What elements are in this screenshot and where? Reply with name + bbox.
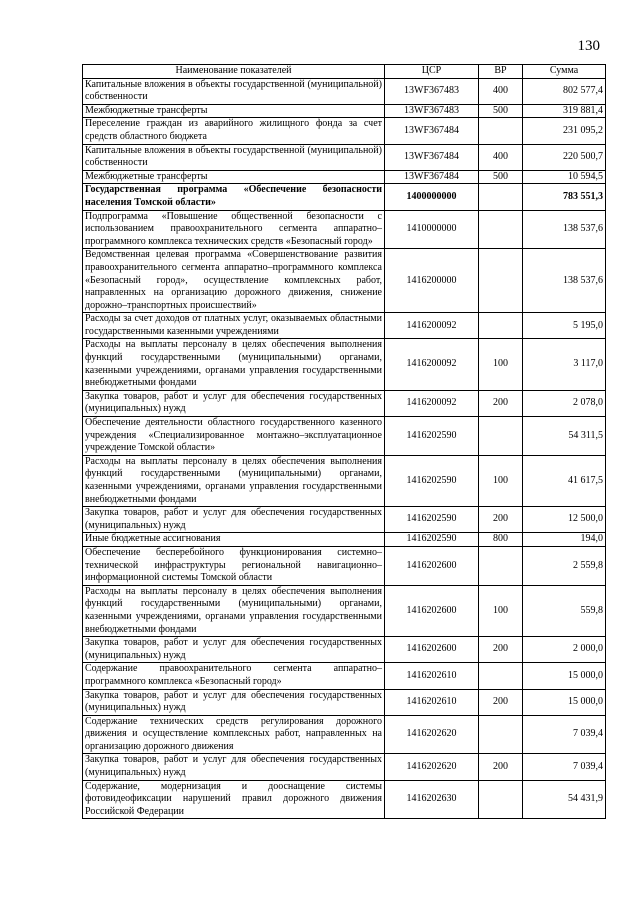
table-row — [83, 210, 606, 249]
row-vr — [479, 184, 523, 210]
table-row — [83, 390, 606, 416]
budget-table — [82, 64, 606, 819]
row-csr: 1416202620 — [385, 715, 479, 754]
row-name: Закупка товаров, работ и услуг для обеспечения государственных (муниципальных) нужд — [83, 689, 385, 715]
row-sum: 319 881,4 — [523, 104, 606, 118]
row-vr: 100 — [479, 339, 523, 390]
row-sum: 138 537,6 — [523, 210, 606, 249]
row-sum: 41 617,5 — [523, 455, 606, 506]
row-name: Закупка товаров, работ и услуг для обеспечения государственных (муниципальных) нужд — [83, 390, 385, 416]
table-row — [83, 184, 606, 210]
row-csr: 13WF367484 — [385, 170, 479, 184]
row-vr: 800 — [479, 533, 523, 547]
row-name: Переселение граждан из аварийного жилищного фонда за счет средств областного бюджета — [83, 118, 385, 144]
row-vr — [479, 313, 523, 339]
row-vr: 200 — [479, 390, 523, 416]
row-sum: 15 000,0 — [523, 689, 606, 715]
row-name: Ведомственная целевая программа «Совершенствование развития правоохранительного сегмента аппаратно–программного комплекса «Безопасный город», осуществление комплексных работ, направленных на организацию дорожного движения, снижение дорожно–транспортных происшествий» — [83, 249, 385, 313]
header-name: Наименование показателей — [83, 65, 385, 79]
row-sum: 2 000,0 — [523, 637, 606, 663]
row-sum: 5 195,0 — [523, 313, 606, 339]
row-csr: 1416202620 — [385, 754, 479, 780]
table-row — [83, 689, 606, 715]
row-name: Обеспечение бесперебойного функционирования системно–технической инфраструктуры региональной навигационно–информационной системы Томской области — [83, 546, 385, 585]
table-row — [83, 533, 606, 547]
table-row — [83, 313, 606, 339]
row-name: Закупка товаров, работ и услуг для обеспечения государственных (муниципальных) нужд — [83, 637, 385, 663]
row-vr — [479, 417, 523, 456]
row-csr: 13WF367483 — [385, 104, 479, 118]
table-row — [83, 507, 606, 533]
row-vr — [479, 546, 523, 585]
row-sum: 7 039,4 — [523, 754, 606, 780]
table-row — [83, 754, 606, 780]
table-body — [83, 78, 606, 819]
row-sum: 231 095,2 — [523, 118, 606, 144]
table-row — [83, 118, 606, 144]
header-vr: ВР — [479, 65, 523, 79]
row-csr: 1410000000 — [385, 210, 479, 249]
row-vr — [479, 663, 523, 689]
row-csr: 13WF367484 — [385, 144, 479, 170]
row-vr — [479, 210, 523, 249]
row-vr: 400 — [479, 78, 523, 104]
row-vr — [479, 780, 523, 819]
row-csr: 1416202610 — [385, 689, 479, 715]
row-name: Расходы на выплаты персоналу в целях обеспечения выполнения функций государственными (муниципальными) органами, казенными учреждениями, органами управления государственными внебюджетными фондами — [83, 339, 385, 390]
page-number: 130 — [577, 38, 600, 54]
row-csr: 13WF367484 — [385, 118, 479, 144]
row-sum: 2 559,8 — [523, 546, 606, 585]
row-vr: 100 — [479, 455, 523, 506]
table-header-row — [83, 65, 606, 79]
row-csr: 1416200092 — [385, 390, 479, 416]
row-name: Государственная программа «Обеспечение безопасности населения Томской области» — [83, 184, 385, 210]
row-vr: 200 — [479, 689, 523, 715]
row-sum: 138 537,6 — [523, 249, 606, 313]
row-name: Содержание, модернизация и дооснащение системы фотовидеофиксации нарушений правил дорожного движения Российской Федерации — [83, 780, 385, 819]
row-name: Капитальные вложения в объекты государственной (муниципальной) собственности — [83, 78, 385, 104]
row-name: Закупка товаров, работ и услуг для обеспечения государственных (муниципальных) нужд — [83, 754, 385, 780]
row-name: Закупка товаров, работ и услуг для обеспечения государственных (муниципальных) нужд — [83, 507, 385, 533]
header-csr: ЦСР — [385, 65, 479, 79]
row-sum: 10 594,5 — [523, 170, 606, 184]
row-csr: 1416202600 — [385, 585, 479, 636]
row-name: Подпрограмма «Повышение общественной безопасности с использованием правоохранительного сегмента аппаратно–программного комплекса технических средств «Безопасный город» — [83, 210, 385, 249]
row-name: Капитальные вложения в объекты государственной (муниципальной) собственности — [83, 144, 385, 170]
row-sum: 15 000,0 — [523, 663, 606, 689]
row-vr: 200 — [479, 637, 523, 663]
table-row — [83, 144, 606, 170]
table-row — [83, 339, 606, 390]
row-name: Содержание правоохранительного сегмента аппаратно–программного комплекса «Безопасный город» — [83, 663, 385, 689]
table-row — [83, 170, 606, 184]
row-sum: 559,8 — [523, 585, 606, 636]
row-vr: 500 — [479, 104, 523, 118]
row-vr: 100 — [479, 585, 523, 636]
row-sum: 220 500,7 — [523, 144, 606, 170]
row-sum: 7 039,4 — [523, 715, 606, 754]
row-vr — [479, 715, 523, 754]
row-name: Расходы на выплаты персоналу в целях обеспечения выполнения функций государственными (муниципальными) органами, казенными учреждениями, органами управления государственными внебюджетными фондами — [83, 585, 385, 636]
row-csr: 1416200092 — [385, 339, 479, 390]
row-csr: 13WF367483 — [385, 78, 479, 104]
row-vr — [479, 249, 523, 313]
row-csr: 1416202590 — [385, 417, 479, 456]
row-vr — [479, 118, 523, 144]
table-row — [83, 637, 606, 663]
table-row — [83, 78, 606, 104]
row-sum: 12 500,0 — [523, 507, 606, 533]
row-name: Межбюджетные трансферты — [83, 104, 385, 118]
table-row — [83, 104, 606, 118]
row-name: Расходы за счет доходов от платных услуг, оказываемых областными государственными казенными учреждениями — [83, 313, 385, 339]
row-csr: 1416200092 — [385, 313, 479, 339]
row-sum: 194,0 — [523, 533, 606, 547]
row-csr: 1416202600 — [385, 637, 479, 663]
row-sum: 54 311,5 — [523, 417, 606, 456]
row-csr: 1400000000 — [385, 184, 479, 210]
table-row — [83, 663, 606, 689]
row-vr: 500 — [479, 170, 523, 184]
row-csr: 1416202590 — [385, 455, 479, 506]
table-row — [83, 546, 606, 585]
row-csr: 1416202590 — [385, 507, 479, 533]
row-csr: 1416202630 — [385, 780, 479, 819]
row-sum: 783 551,3 — [523, 184, 606, 210]
row-csr: 1416202610 — [385, 663, 479, 689]
row-vr: 200 — [479, 754, 523, 780]
row-sum: 54 431,9 — [523, 780, 606, 819]
row-sum: 802 577,4 — [523, 78, 606, 104]
table-row — [83, 417, 606, 456]
table-row — [83, 249, 606, 313]
row-csr: 1416202590 — [385, 533, 479, 547]
row-sum: 2 078,0 — [523, 390, 606, 416]
row-name: Расходы на выплаты персоналу в целях обеспечения выполнения функций государственными (муниципальными) органами, казенными учреждениями, органами управления государственными внебюджетными фондами — [83, 455, 385, 506]
row-name: Иные бюджетные ассигнования — [83, 533, 385, 547]
row-csr: 1416200000 — [385, 249, 479, 313]
header-sum: Сумма — [523, 65, 606, 79]
table-row — [83, 585, 606, 636]
row-csr: 1416202600 — [385, 546, 479, 585]
table-row — [83, 455, 606, 506]
row-vr: 200 — [479, 507, 523, 533]
row-name: Межбюджетные трансферты — [83, 170, 385, 184]
row-name: Содержание технических средств регулирования дорожного движения и осуществление комплексных работ, направленных на организацию дорожного движения — [83, 715, 385, 754]
row-name: Обеспечение деятельности областного государственного казенного учреждения «Специализированное монтажно–эксплуатационное учреждение Томской области» — [83, 417, 385, 456]
table-row — [83, 715, 606, 754]
table-row — [83, 780, 606, 819]
row-vr: 400 — [479, 144, 523, 170]
row-sum: 3 117,0 — [523, 339, 606, 390]
